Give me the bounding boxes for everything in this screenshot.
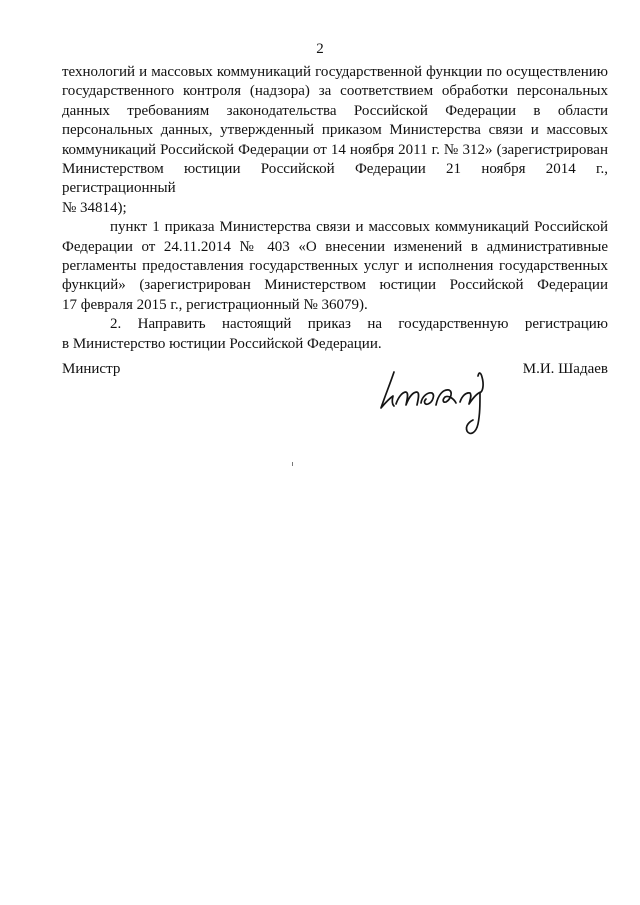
order-text [62, 63, 608, 354]
text-line: технологий и массовых коммуникаций государственной функции по осуществлению [62, 64, 608, 80]
text-line: пункт 1 приказа Министерства связи и массовых коммуникаций Российской [110, 219, 608, 236]
position-title: Министр [62, 361, 121, 377]
text-line: персональных данных, утвержденный приказом Министерства связи и массовых [62, 122, 608, 139]
text-line: Федерации от 24.11.2014 № 403 «О внесении изменений в административные [62, 238, 608, 255]
scan-speck [292, 462, 293, 466]
text-line: данных требованиям законодательства Российской Федерации в области [62, 102, 608, 119]
text-line: регламенты предоставления государственных услуг и исполнения государственных [62, 258, 608, 275]
text-line: 17 февраля 2015 г., регистрационный № 36079). [62, 296, 368, 313]
text-line: функций» (зарегистрирован Министерством юстиции Российской Федерации [62, 277, 608, 294]
text-line: в Министерство юстиции Российской Федерации. [62, 335, 382, 352]
text-line: № 34814); [62, 199, 127, 216]
handwritten-signature [376, 362, 502, 440]
text-line: Министерством юстиции Российской Федерации 21 ноября 2014 г., регистрационный [62, 161, 608, 197]
text-line: коммуникаций Российской Федерации от 14 ноября 2011 г. № 312» (зарегистрирован [62, 141, 608, 158]
page-number: 2 [316, 41, 324, 57]
signature-block [62, 360, 608, 380]
signatory-name: М.И. Шадаев [522, 361, 608, 377]
text-line: 2. Направить настоящий приказ на государственную регистрацию [110, 316, 608, 333]
text-line: государственного контроля (надзора) за соответствием обработки персональных [62, 83, 608, 100]
